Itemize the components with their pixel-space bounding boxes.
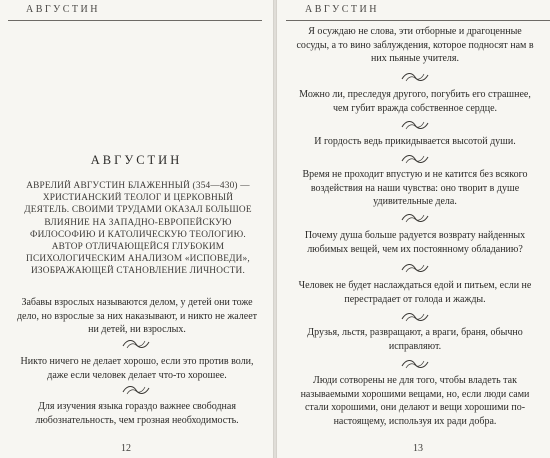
quote: Для изучения языка гораздо важнее свободная любознательность, чем грозная необходимость. bbox=[35, 401, 239, 426]
page-number: 12 bbox=[121, 443, 131, 454]
quote: Почему душа больше радуется возврату найденных любимых вещей, чем их постоянному обладанию? bbox=[304, 230, 526, 255]
right-page bbox=[277, 0, 550, 458]
flourish-icon bbox=[400, 357, 430, 371]
chapter-title: АВГУСТИН bbox=[90, 153, 183, 167]
flourish-icon bbox=[400, 211, 430, 225]
header-rule bbox=[286, 20, 550, 21]
flourish-icon bbox=[400, 310, 430, 324]
quote: Никто ничего не делает хорошо, если это против воли, даже если человек делает что-то хорошее. bbox=[20, 356, 254, 381]
quote: Я осуждаю не слова, эти отборные и драгоценные сосуды, а то вино заблуждения, которое подносят нам в них пьяные учителя. bbox=[296, 26, 534, 64]
quote: Человек не будет наслаждаться едой и питьем, если не перестрадает от голода и жажды. bbox=[298, 280, 532, 305]
running-header: АВГУСТИН bbox=[305, 4, 379, 15]
flourish-icon bbox=[400, 261, 430, 275]
quote: Люди сотворены не для того, чтобы владеть так называемыми хорошими вещами, но, если люди сами стали хорошими, они делают и вещи хорошими по-настоящему, используя их ради добра. bbox=[300, 375, 530, 427]
quote: Можно ли, преследуя другого, погубить его страшнее, чем губит вражда собственное сердце. bbox=[299, 89, 531, 114]
flourish-icon bbox=[121, 383, 151, 397]
quote: Друзья, льстя, развращают, а враги, браня, обычно исправляют. bbox=[307, 327, 523, 352]
running-header: АВГУСТИН bbox=[26, 4, 100, 15]
page-number: 13 bbox=[413, 443, 423, 454]
author-bio: АВРЕЛИЙ АВГУСТИН БЛАЖЕННЫЙ (354—430) — ХРИСТИАНСКИЙ ТЕОЛОГ И ЦЕРКОВНЫЙ ДЕЯТЕЛЬ. СВОИМИ ТРУДАМИ ОКАЗАЛ БОЛЬШОЕ ВЛИЯНИЕ НА ЗАПАДНО-ЕВРОПЕЙСКУЮ ФИЛОСОФИЮ И КАТОЛИЧЕСКУЮ ТЕОЛОГИЮ. АВТОР ОТЛИЧАЮЩЕЙСЯ ГЛУБОКИМ ПСИХОЛОГИЧЕСКИМ АНАЛИЗОМ «ИСПОВЕДИ», ИЗОБРАЖАЮЩЕЙ СТАНОВЛЕНИЕ ЛИЧНОСТИ. bbox=[24, 181, 252, 277]
header-rule bbox=[8, 20, 262, 21]
flourish-icon bbox=[400, 152, 430, 166]
flourish-icon bbox=[400, 70, 430, 84]
flourish-icon bbox=[400, 118, 430, 132]
left-page bbox=[0, 0, 273, 458]
quote: Время не проходит впустую и не катится без всякого воздействия на наши чувства: оно творит в душе удивительные дела. bbox=[302, 169, 528, 207]
flourish-icon bbox=[121, 337, 151, 351]
quote: Забавы взрослых называются делом, у детей они тоже дело, но взрослые за них наказывают, и никто не жалеет ни детей, ни взрослых. bbox=[16, 297, 258, 335]
quote: И гордость ведь прикидывается высотой души. bbox=[314, 136, 516, 147]
